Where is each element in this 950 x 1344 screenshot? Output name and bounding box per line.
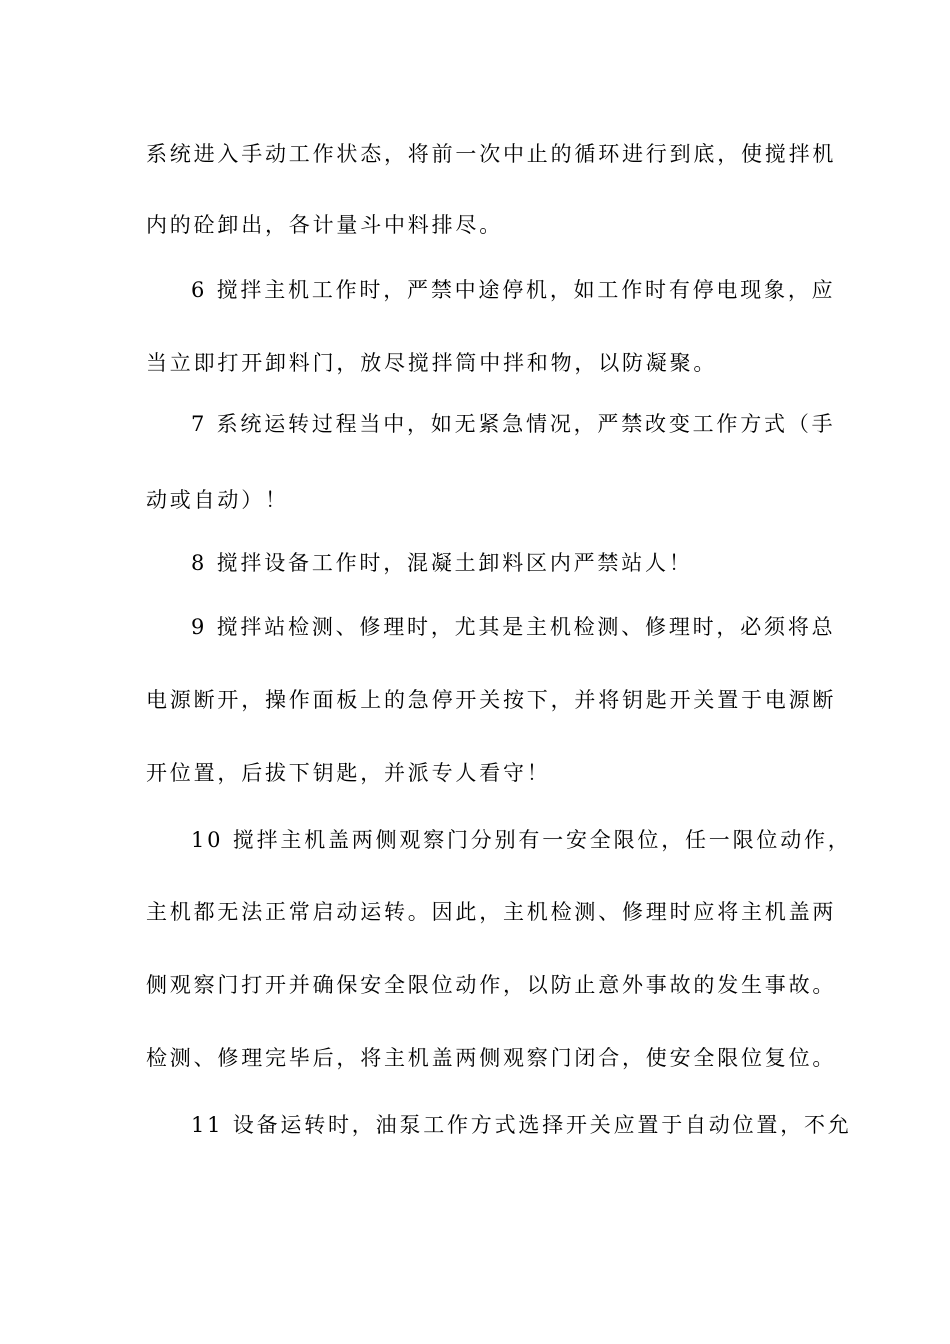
paragraph-7-start: 7 系统运转过程当中，如无紧急情况，严禁改变工作方式（手	[191, 412, 836, 436]
paragraph-8-start: 8 搅拌设备工作时，混凝土卸料区内严禁站人！	[191, 551, 693, 575]
text-line: 主机都无法正常启动运转。因此，主机检测、修理时应将主机盖两	[146, 900, 837, 924]
paragraph-10-start: 10 搅拌主机盖两侧观察门分别有一安全限位，任一限位动作，	[191, 828, 852, 852]
text-line: 动或自动）！	[146, 488, 289, 512]
text-line: 电源断开，操作面板上的急停开关按下，并将钥匙开关置于电源断	[146, 688, 837, 712]
text-line: 开位置，后拔下钥匙，并派专人看守！	[146, 761, 551, 785]
text-line: 检测、修理完毕后，将主机盖两侧观察门闭合，使安全限位复位。	[146, 1046, 837, 1070]
text-line: 内的砼卸出，各计量斗中料排尽。	[146, 213, 503, 237]
text-line: 当立即打开卸料门，放尽搅拌筒中拌和物，以防凝聚。	[146, 351, 718, 375]
paragraph-11-start: 11 设备运转时，油泵工作方式选择开关应置于自动位置，不允	[191, 1113, 852, 1137]
paragraph-6-start: 6 搅拌主机工作时，严禁中途停机，如工作时有停电现象，应	[191, 278, 836, 302]
paragraph-9-start: 9 搅拌站检测、修理时，尤其是主机检测、修理时，必须将总	[191, 615, 836, 639]
text-line: 侧观察门打开并确保安全限位动作，以防止意外事故的发生事故。	[146, 973, 837, 997]
text-line: 系统进入手动工作状态，将前一次中止的循环进行到底，使搅拌机	[146, 142, 837, 166]
